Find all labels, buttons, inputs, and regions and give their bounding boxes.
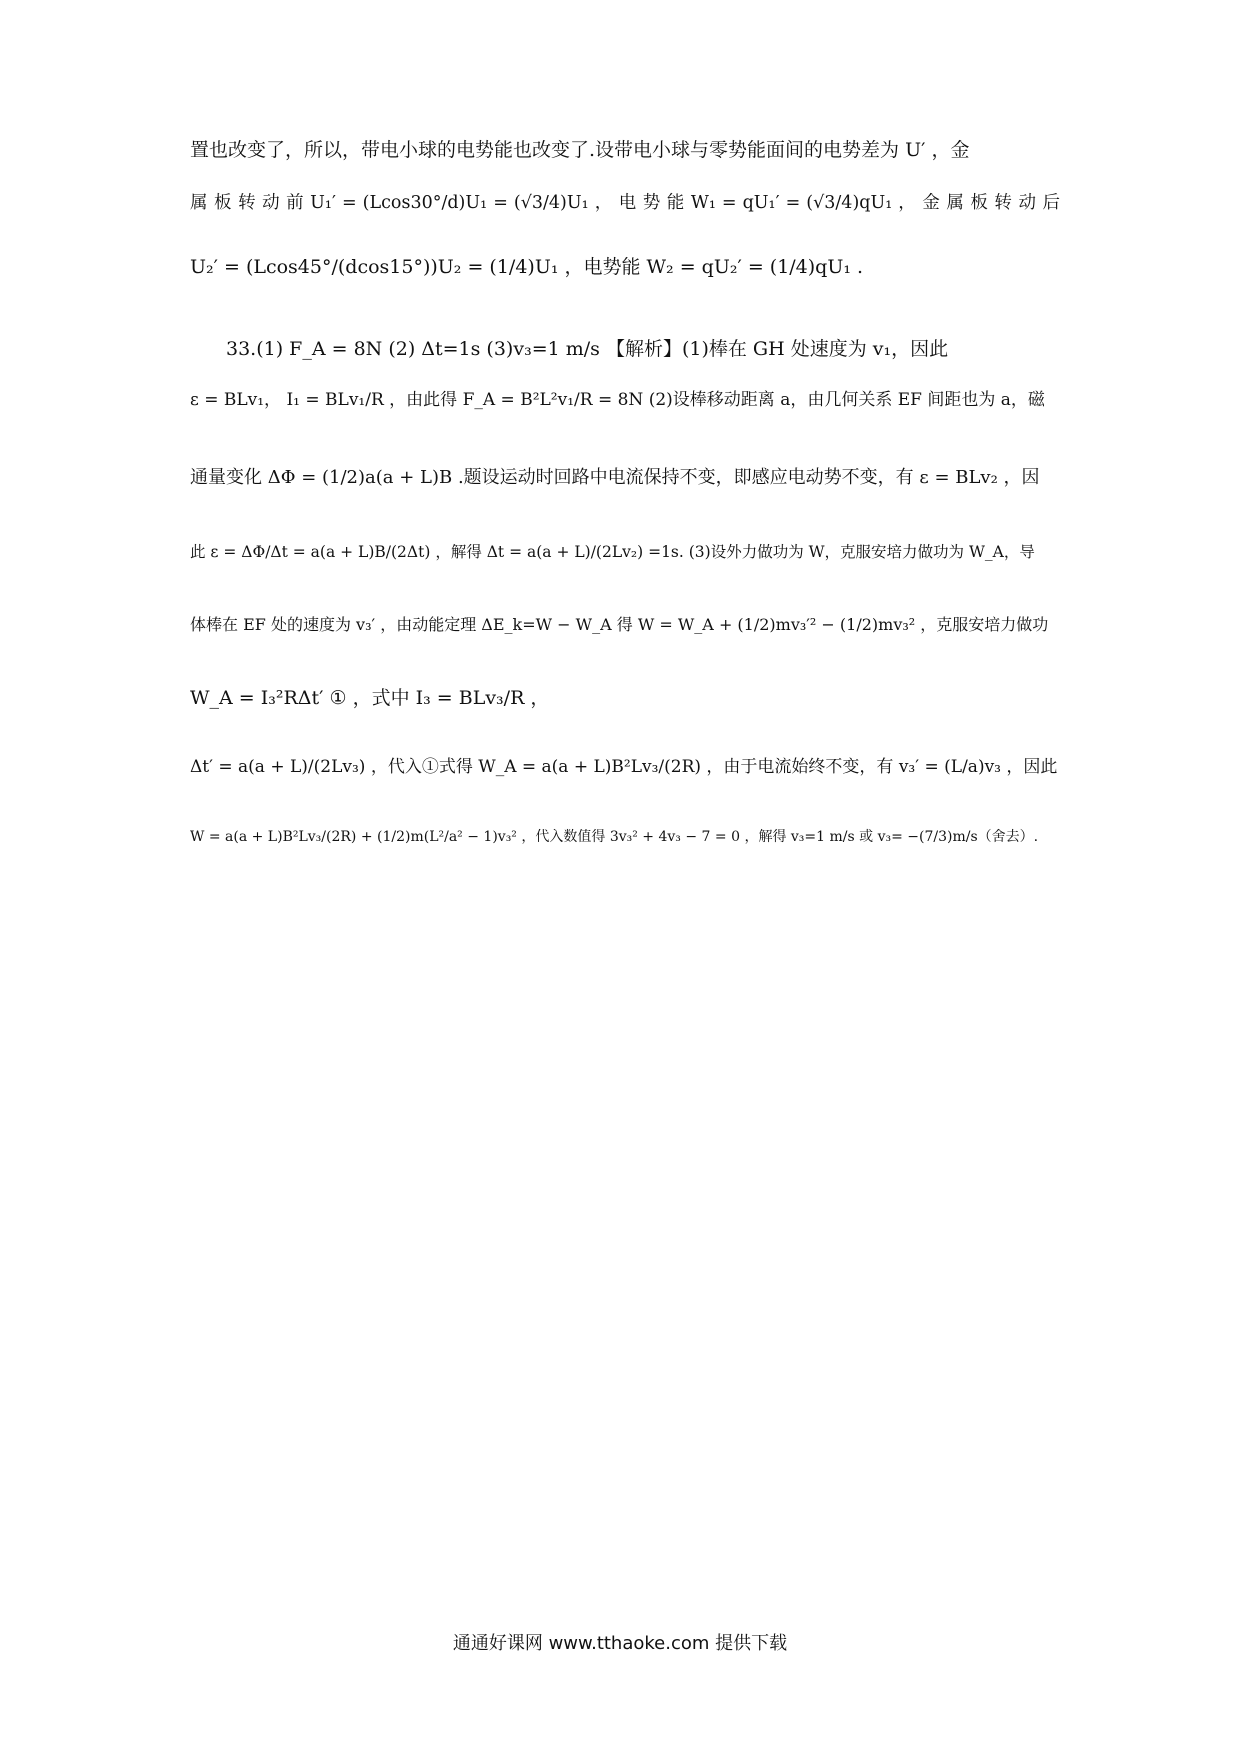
- footer-download-note: 通通好课网 www.tthaoke.com 提供下载: [452, 1633, 788, 1654]
- text-line-9: W_A = I₃²RΔt′ ① ，式中 I₃ = BLv₃/R ，: [190, 687, 550, 709]
- text-line-11: W = a(a + L)B²Lv₃/(2R) + (1/2)m(L²/a² − 1)v₃² ，代入数值得 3v₃² + 4v₃ − 7 = 0 ，解得 v₃=1 m/s 或 v₃= −(7/3)m/s（舍去）.: [190, 829, 1039, 845]
- text-line-1: 置也改变了，所以，带电小球的电势能也改变了.设带电小球与零势能面间的电势差为 U′ ，金: [190, 139, 970, 161]
- text-line-3: U₂′ = (Lcos45°/(dcos15°))U₂ = (1/4)U₁ ，电势能 W₂ = qU₂′ = (1/4)qU₁ .: [190, 256, 864, 278]
- text-line-10: Δt′ = a(a + L)/(2Lv₃) ，代入①式得 W_A = a(a + L)B²Lv₃/(2R) ，由于电流始终不变，有 v₃′ = (L/a)v₃ ，因此: [190, 757, 1058, 777]
- text-line-8: 体棒在 EF 处的速度为 v₃′ ，由动能定理 ΔE_k=W − W_A 得 W = W_A + (1/2)mv₃′² − (1/2)mv₃² ，克服安培力做功: [190, 615, 1049, 634]
- text-line-2: 属 板 转 动 前 U₁′ = (Lcos30°/d)U₁ = (√3/4)U₁ ， 电 势 能 W₁ = qU₁′ = (√3/4)qU₁ ， 金 属 板 转 动 后: [190, 193, 1060, 213]
- text-line-5: ε = BLv₁， I₁ = BLv₁/R ，由此得 F_A = B²L²v₁/R = 8N (2)设棒移动距离 a，由几何关系 EF 间距也为 a，磁: [190, 390, 1045, 410]
- text-line-4: 33.(1) F_A = 8N (2) Δt=1s (3)v₃=1 m/s 【解析】(1)棒在 GH 处速度为 v₁，因此: [226, 338, 949, 360]
- text-line-7: 此 ε = ΔΦ/Δt = a(a + L)B/(2Δt) ，解得 Δt = a(a + L)/(2Lv₂) =1s. (3)设外力做功为 W，克服安培力做功为 W_A，导: [190, 543, 1035, 561]
- text-line-6: 通量变化 ΔΦ = (1/2)a(a + L)B .题设运动时回路中电流保持不变，即感应电动势不变，有 ε = BLv₂ ，因: [190, 467, 1040, 488]
